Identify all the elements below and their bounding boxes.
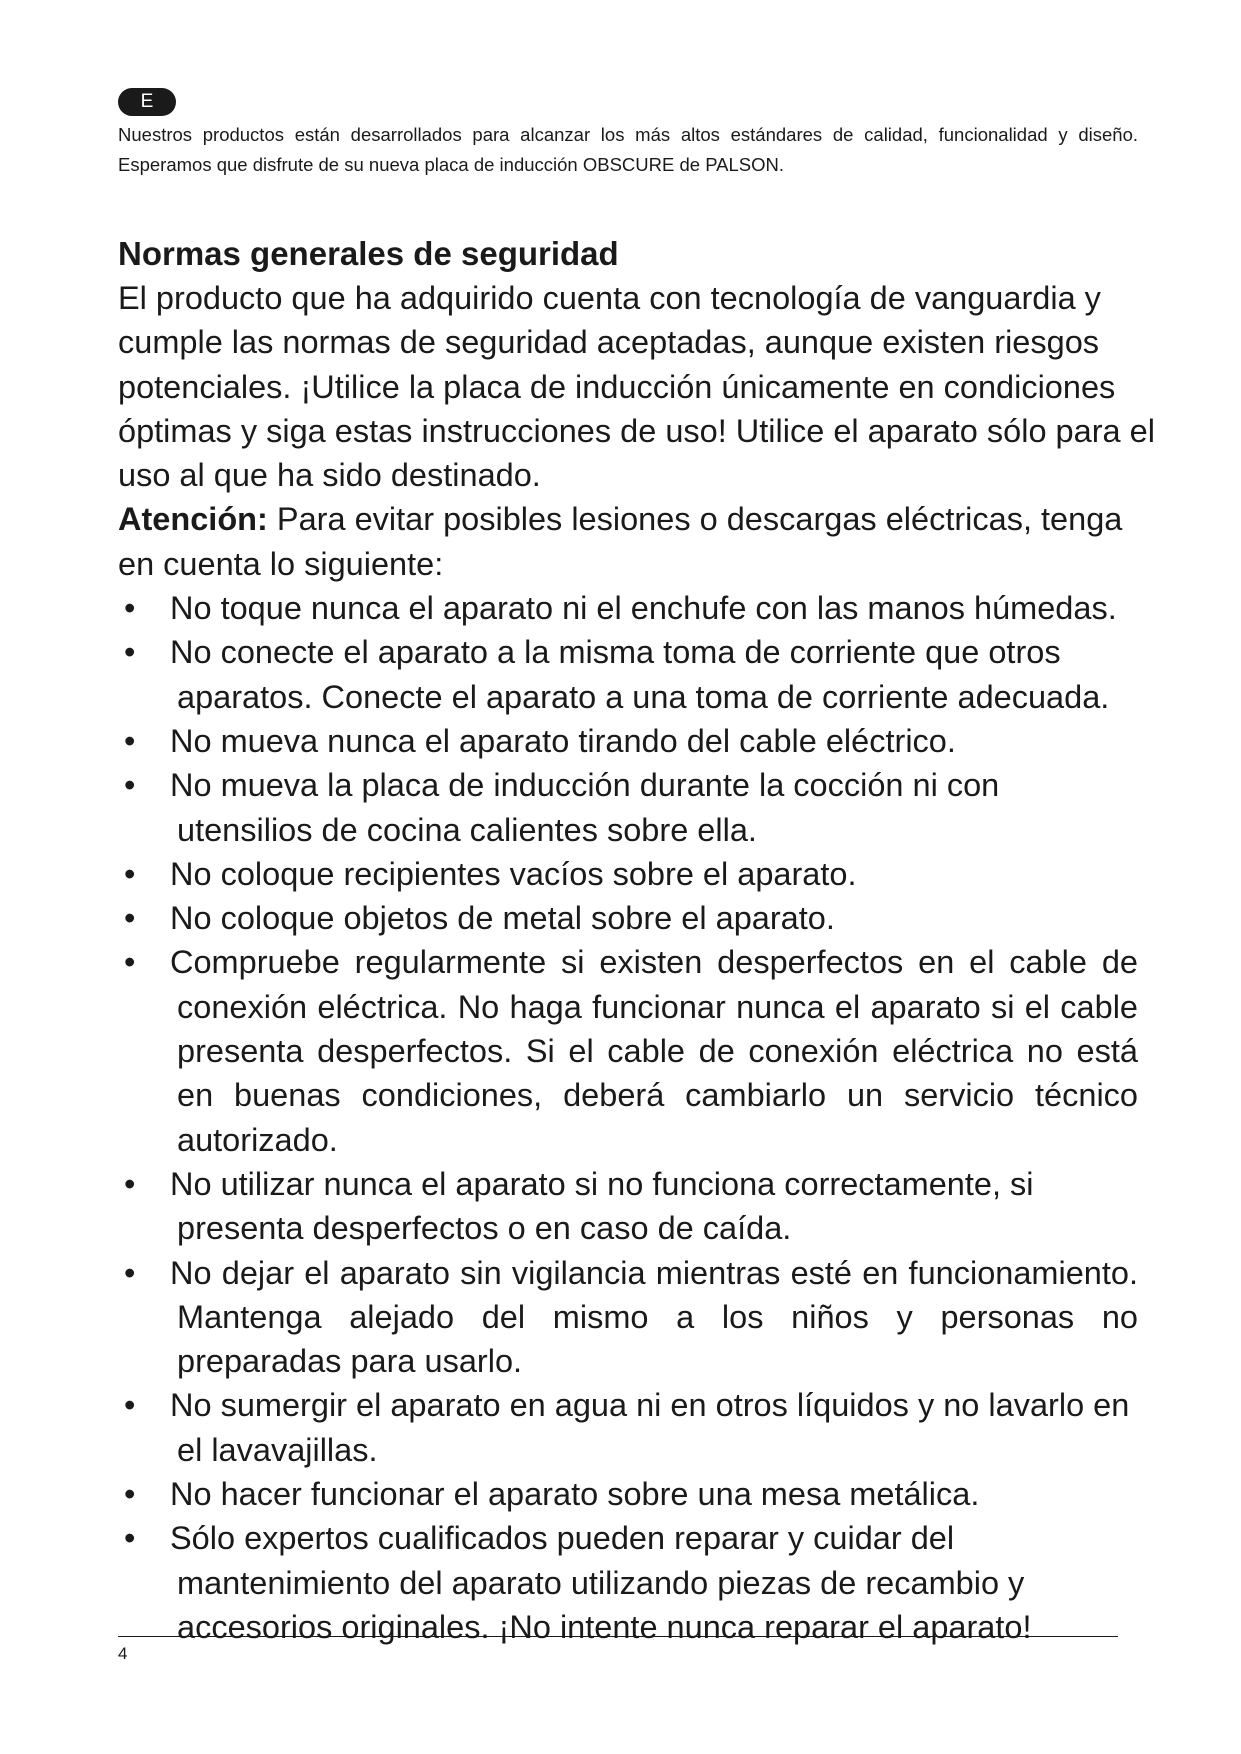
list-item-text: No conecte el aparato a la misma toma de corriente que otros aparatos. Conecte el aparato a una toma de corriente adecuada. (170, 634, 1110, 715)
list-item (118, 1516, 1138, 1649)
list-item (118, 940, 1138, 1161)
list-item (118, 586, 1138, 630)
attention-text: Para evitar posibles lesiones o descargas eléctricas, tenga en cuenta lo siguiente: (118, 501, 1123, 582)
list-item-text: No toque nunca el aparato ni el enchufe con las manos húmedas. (170, 590, 1117, 627)
list-item (118, 719, 1138, 763)
language-badge: E (118, 88, 176, 116)
bullet-icon: • (124, 634, 136, 671)
safety-rules-list (118, 586, 1138, 1649)
bullet-icon: • (124, 944, 136, 981)
bullet-icon: • (124, 1254, 136, 1291)
bullet-icon: • (124, 1165, 136, 1202)
page-number: 4 (118, 1644, 128, 1663)
document-page (118, 88, 1158, 1649)
list-item (118, 1162, 1138, 1251)
bullet-icon: • (124, 722, 136, 759)
attention-paragraph (118, 497, 1158, 586)
bullet-icon: • (124, 767, 136, 804)
list-item (118, 1251, 1138, 1384)
bullet-icon: • (124, 590, 136, 627)
list-item-text: No dejar el aparato sin vigilancia mientras esté en funcionamiento. Mantenga alejado del mismo a los niños y personas no preparadas para usarlo. (170, 1254, 1138, 1380)
footer-divider (118, 1636, 1118, 1637)
list-item-text: No coloque objetos de metal sobre el aparato. (170, 900, 835, 937)
list-item (118, 630, 1138, 719)
bullet-icon: • (124, 1520, 136, 1557)
list-item-text: No utilizar nunca el aparato si no funciona correctamente, si presenta desperfectos o en caso de caída. (170, 1165, 1034, 1247)
list-item-text: No mueva nunca el aparato tirando del cable eléctrico. (170, 722, 956, 759)
list-item-text: Sólo expertos cualificados pueden reparar y cuidar del mantenimiento del aparato utilizando piezas de recambio y accesorios originales. ¡No intente nunca reparar el aparato! (170, 1520, 1032, 1645)
list-item-text: No coloque recipientes vacíos sobre el aparato. (170, 855, 857, 892)
list-item (118, 1383, 1138, 1472)
list-item (118, 1472, 1138, 1516)
bullet-icon: • (124, 900, 136, 937)
section-title: Normas generales de seguridad (118, 235, 619, 272)
intro-paragraph: Nuestros productos están desarrollados para alcanzar los más altos estándares de calidad, funcionalidad y diseño. Esperamos que disfrute de su nueva placa de inducción OBSCURE de PALSON. (118, 124, 1138, 175)
list-item (118, 896, 1138, 940)
bullet-icon: • (124, 1476, 136, 1513)
list-item (118, 852, 1138, 896)
safety-paragraph: El producto que ha adquirido cuenta con tecnología de vanguardia y cumple las normas de seguridad aceptadas, aunque existen riesgos potenciales. ¡Utilice la placa de inducción únicamente en condiciones óptimas y siga estas instrucciones de uso! Utilice el aparato sólo para el uso al que ha sido destinado. (118, 280, 1155, 494)
list-item (118, 763, 1138, 852)
list-item-text: No sumergir el aparato en agua ni en otros líquidos y no lavarlo en el lavavajillas. (170, 1387, 1130, 1468)
bullet-icon: • (124, 855, 136, 892)
list-item-text: Compruebe regularmente si existen desperfectos en el cable de conexión eléctrica. No haga funcionar nunca el aparato si el cable presenta desperfectos. Si el cable de conexión eléctrica no está en buenas condiciones, deberá cambiarlo un servicio técnico autorizado. (170, 944, 1138, 1158)
bullet-icon: • (124, 1387, 136, 1424)
list-item-text: No hacer funcionar el aparato sobre una mesa metálica. (170, 1476, 980, 1513)
list-item-text: No mueva la placa de inducción durante la cocción ni con utensilios de cocina calientes sobre ella. (170, 767, 1000, 848)
attention-label: Atención: (118, 501, 268, 538)
